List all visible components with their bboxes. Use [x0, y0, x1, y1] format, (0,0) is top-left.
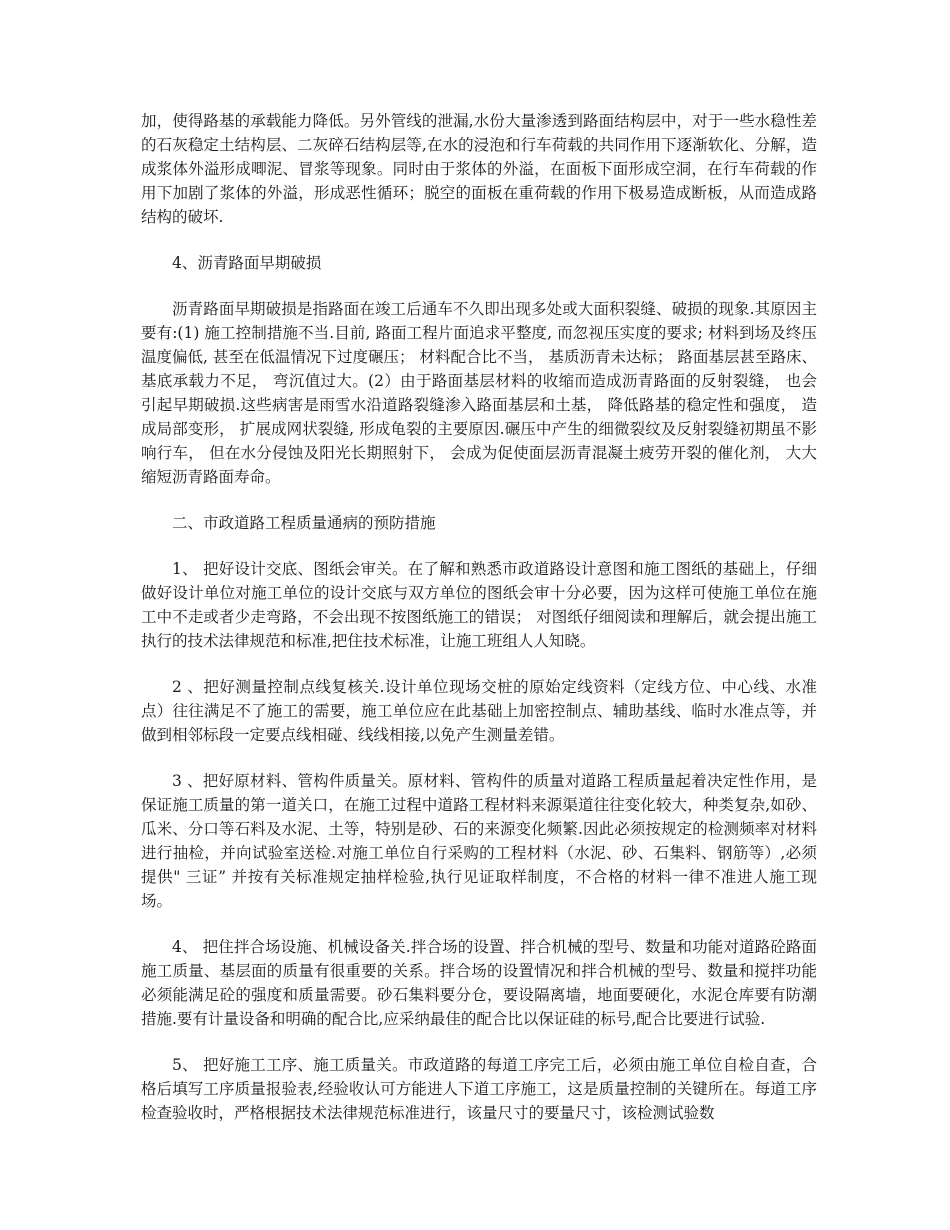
paragraph-measure-3: 3 、把好原材料、管构件质量关。原材料、管构件的质量对道路工程质量起着决定性作用，是保证施工质量的第一道关口，在施工过程中道路工程材料来源渠道往往变化较大，种类复杂,如砂、瓜米、分口等石料及水泥、土等，特别是砂、石的来源变化频繁.因此必须按规定的检测频率对材料进行抽检，并向试验室送检.对施工单位自行采购的工程材料（水泥、砂、石集料、钢筋等）,必须提供" 三证” 并按有关标准规定抽样检验,执行见证取样制度，不合格的材料一律不准进人施工现场。 — [141, 772, 817, 910]
section-heading-asphalt-damage: 4、沥青路面早期破损 — [172, 254, 322, 272]
paragraph-measure-4: 4、 把住拌合场设施、机械设备关.拌合场的设置、拌合机械的型号、数量和功能对道路砼路面施工质量、基层面的质量有很重要的关系。拌合场的设置情况和拌合机械的型号、数量和搅拌功能必须能满足砼的强度和质量需要。砂石集料要分仓，要设隔离墙，地面要硬化，水泥仓库要有防潮措施.要有计量设备和明确的配合比,应采纳最佳的配合比以保证硅的标号,配合比要进行试验. — [141, 938, 817, 1028]
paragraph-asphalt-damage: 沥青路面早期破损是指路面在竣工后通车不久即出现多处或大面积裂缝、破损的现象.其原因主要有:(1) 施工控制措施不当.目前, 路面工程片面追求平整度, 而忽视压实度的要求; 材料到场及终压温度偏低, 甚至在低温情况下过度碾压； 材料配合比不当， 基质沥青未达标； 路面基层甚至路床、基底承载力不足， 弯沉值过大。(2）由于路面基层材料的收缩而造成沥青路面的反射裂缝， 也会引起早期破损.这些病害是雨雪水沿道路裂缝渗入路面基层和土基， 降低路基的稳定性和强度， 造成局部变形， 扩展成网状裂缝, 形成龟裂的主要原因.碾压中产生的细微裂纹及反射裂缝初期虽不影响行车， 但在水分侵蚀及阳光长期照射下， 会成为促使面层沥青混凝土疲劳开裂的催化剂， 大大缩短沥青路面寿命。 — [141, 300, 817, 486]
paragraph-measure-2: 2 、把好测量控制点线复核关.设计单位现场交桩的原始定线资料（定线方位、中心线、水准点）往往满足不了施工的需要，施工单位应在此基础上加密控制点、辅助基线、临时水准点等，并做到相邻标段一定要点线相碰、线线相接,以免产生测量差错。 — [141, 678, 817, 744]
paragraph-measure-5: 5、 把好施工工序、施工质量关。市政道路的每道工序完工后，必须由施工单位自检自查，合格后填写工序质量报验表,经验收认可方能进人下道工序施工，这是质量控制的关键所在。每道工序检查验收时，严格根据技术法律规范标准进行，该量尺寸的要量尺寸，该检测试验数 — [141, 1056, 817, 1122]
paragraph-continuation: 加，使得路基的承载能力降低。另外管线的泄漏,水份大量渗透到路面结构层中，对于一些水稳性差的石灰稳定土结构层、二灰碎石结构层等,在水的浸泡和行车荷载的共同作用下逐渐软化、分解，造成浆体外溢形成唧泥、冒浆等现象。同时由于浆体的外溢，在面板下面形成空洞，在行车荷载的作用下加剧了浆体的外溢，形成恶性循环；脱空的面板在重荷载的作用下极易造成断板，从而造成路结构的破坏. — [141, 112, 817, 226]
document-page — [141, 109, 817, 1125]
paragraph-measure-1: 1、 把好设计交底、图纸会审关。在了解和熟悉市政道路设计意图和施工图纸的基础上，仔细做好设计单位对施工单位的设计交底与双方单位的图纸会审十分必要，因为这样可使施工单位在施工中不走或者少走弯路，不会出现不按图纸施工的错误； 对图纸仔细阅读和理解后，就会提出施工执行的技术法律规范和标准,把住技术标准，让施工班组人人知晓。 — [141, 560, 817, 650]
section-heading-prevention: 二、市政道路工程质量通病的预防措施 — [172, 514, 436, 532]
